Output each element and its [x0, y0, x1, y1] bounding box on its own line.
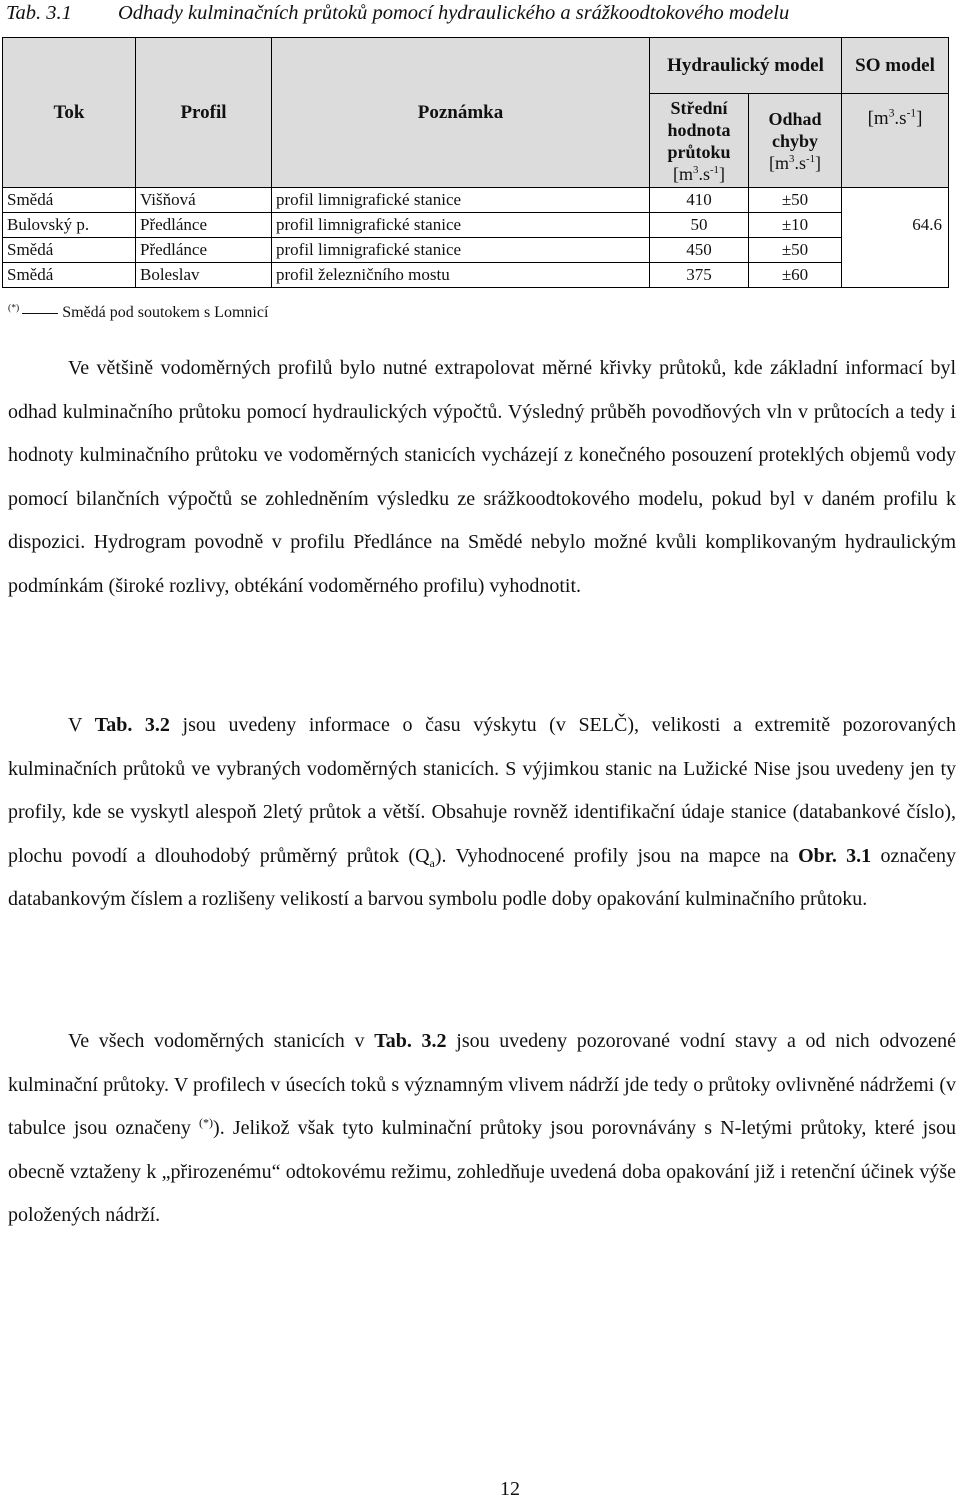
cell-so-empty	[842, 188, 949, 213]
table-caption	[6, 2, 956, 25]
cell-mean: 50	[650, 213, 749, 238]
header-poznamka: Poznámka	[272, 38, 650, 188]
peak-flow-table	[2, 37, 949, 288]
cell-mean: 450	[650, 238, 749, 263]
paragraph-1: Ve většině vodoměrných profilů bylo nutné extrapolovat měrné křivky průtoků, kde základní informací byl odhad kulminačního průtoku pomocí hydraulických výpočtů. Výsledný průběh povodňových vln v průtocích a tedy i hodnoty kulminačního průtoku ve vodoměrných stanicích vycházejí z konečného posouzení proteklých objemů vody pomocí bilančních výpočtů se zohledněním výsledku ze srážkoodtokového modelu, pokud byl v daném profilu k dispozici. Hydrogram povodně v profilu Předlánce na Smědé nebylo možné kvůli komplikovaným hydraulickým podmínkám (široké rozlivy, obtékání vodoměrného profilu) vyhodnotit.	[8, 357, 956, 597]
table-footnote	[8, 304, 268, 322]
table-reference: Tab. 3.2	[94, 714, 170, 736]
header-hydraulic-model: Hydraulický model	[650, 38, 842, 94]
header-tok: Tok	[3, 38, 136, 188]
cell-tok: Smědá	[3, 238, 136, 263]
cell-error: ±50	[749, 238, 842, 263]
header-so-unit: $[m^3.s^{-1}]$	[842, 94, 949, 188]
cell-tok: Smědá	[3, 188, 136, 213]
cell-error: ±10	[749, 213, 842, 238]
cell-error: ±60	[749, 263, 842, 288]
cell-profil: Boleslav	[136, 263, 272, 288]
cell-poznamka: profil limnigrafické stanice	[272, 213, 650, 238]
cell-profil: Předlánce	[136, 213, 272, 238]
page-number: 12	[500, 1478, 520, 1500]
header-mean-flow: Střední hodnota průtoku $[m^3.s^{-1}]$	[650, 94, 749, 188]
table-row	[3, 238, 949, 263]
cell-tok: Smědá	[3, 263, 136, 288]
footnote-dash	[22, 313, 58, 314]
cell-so-empty	[842, 263, 949, 288]
cell-poznamka: profil limnigrafické stanice	[272, 188, 650, 213]
footnote-text: Smědá pod soutokem s Lomnicí	[62, 304, 269, 321]
table-row	[3, 188, 949, 213]
caption-title: Odhady kulminačních průtoků pomocí hydraulického a srážkoodtokového modelu	[118, 2, 790, 24]
cell-mean: 375	[650, 263, 749, 288]
cell-tok: Bulovský p.	[3, 213, 136, 238]
table-reference: Tab. 3.2	[374, 1030, 447, 1052]
header-profil: Profil	[136, 38, 272, 188]
caption-number: Tab. 3.1	[6, 2, 72, 24]
cell-profil: Višňová	[136, 188, 272, 213]
figure-reference: Obr. 3.1	[798, 844, 872, 867]
cell-so-value: 64.6	[842, 213, 949, 238]
header-error-estimate: Odhad chyby $[m^3.s^{-1}]$	[749, 94, 842, 188]
paragraph-3: Ve všech vodoměrných stanicích v Tab. 3.2 jsou uvedeny pozorované vodní stavy a od nich odvozené kulminační průtoky. V profilech v úsecích toků s významným vlivem nádrží jde tedy o průtoky ovlivněné nádržemi (v tabulce jsou označeny (*)). Jelikož však tyto kulminační průtoky jsou porovnávány s N-letými průtoky, které jsou obecně vztaženy k „přirozenému“ odtokovému režimu, zohledňuje uvedená doba opakování již i retenční účinek výše položených nádrží.	[8, 1030, 956, 1226]
cell-error: ±50	[749, 188, 842, 213]
footnote-mark: (*)	[8, 302, 20, 314]
cell-so-empty	[842, 238, 949, 263]
cell-poznamka: profil limnigrafické stanice	[272, 238, 650, 263]
cell-profil: Předlánce	[136, 238, 272, 263]
table-row	[3, 263, 949, 288]
paragraph-2: V Tab. 3.2 jsou uvedeny informace o času výskytu (v SELČ), velikosti a extremitě pozorovaných kulminačních průtoků ve vybraných vodoměrných stanicích. S výjimkou stanic na Lužické Nise jsou uvedeny jen ty profily, kde se vyskytl alespoň 2letý průtok a větší. Obsahuje rovněž identifikační údaje stanice (databankové číslo), plochu povodí a dlouhodobý průměrný průtok $(Q_a)$. Vyhodnocené profily jsou na mapce na Obr. 3.1 označeny databankovým číslem a rozlišeny velikostí a barvou symbolu podle doby opakování kulminačního průtoku.	[8, 714, 957, 910]
header-so-model: SO model	[842, 38, 949, 94]
cell-poznamka: profil železničního mostu	[272, 263, 650, 288]
table-row	[3, 213, 949, 238]
cell-mean: 410	[650, 188, 749, 213]
